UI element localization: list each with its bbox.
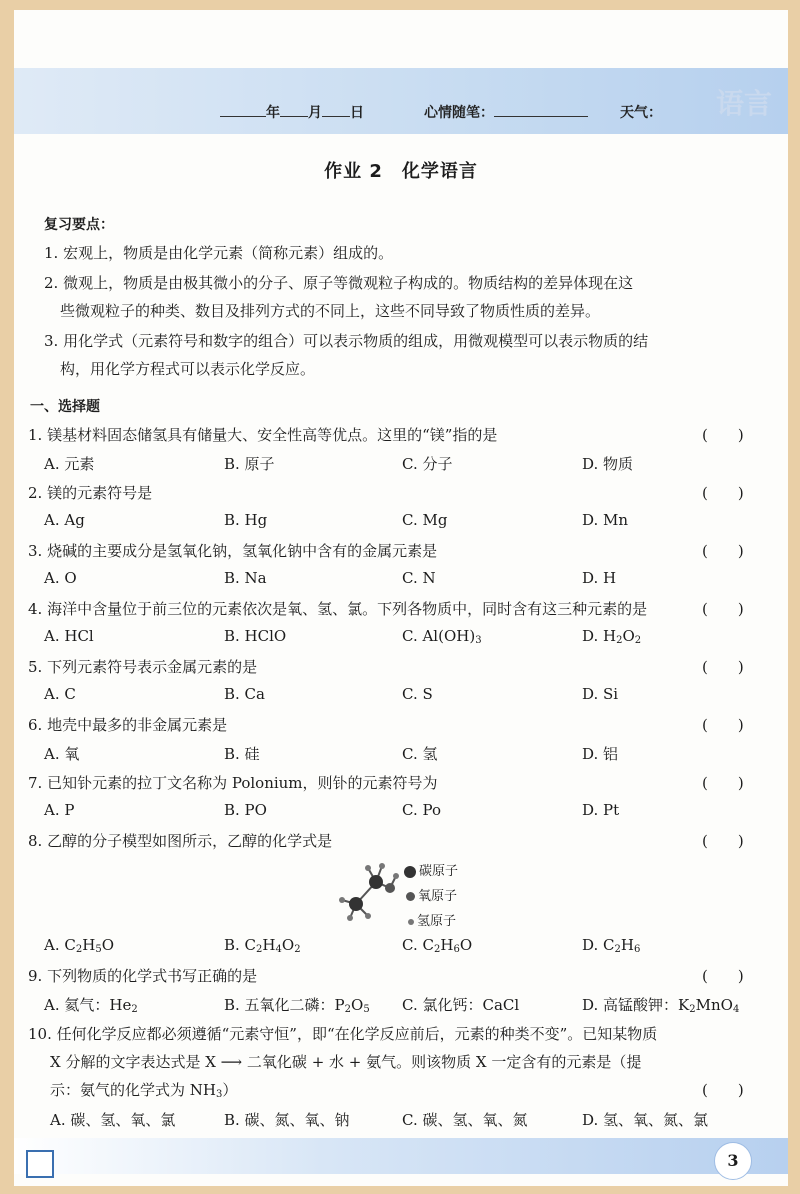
hydrogen-atom (365, 913, 371, 919)
q9-option-b[interactable]: B. 五氧化二磷：$P_2O_5$ (224, 996, 370, 1015)
q6-option-c[interactable]: C. 氢 (402, 745, 438, 763)
q2-option-d[interactable]: D. Mn (582, 511, 629, 529)
question-4: 4. 海洋中含量位于前三位的元素依次是氧、氢、氯。下列各物质中，同时含有这三种元素的是 (28, 600, 648, 618)
weather-label: 天气： (620, 105, 662, 121)
carbon-atom (349, 897, 363, 911)
q5-option-c[interactable]: C. S (402, 685, 433, 703)
oxygen-atom (385, 883, 395, 893)
q1-option-c[interactable]: C. 分子 (402, 455, 453, 473)
mood-blank[interactable] (494, 104, 588, 117)
q2-option-b[interactable]: B. Hg (224, 511, 268, 529)
q3-option-b[interactable]: B. Na (224, 569, 267, 587)
q8-option-d[interactable]: D. $C_2H_6$ (582, 936, 641, 955)
q9-option-d[interactable]: D. 高锰酸钾：$K_2MnO_4$ (582, 996, 740, 1015)
question-9: 9. 下列物质的化学式书写正确的是 (28, 967, 258, 985)
legend-hydrogen: 氢原子 (408, 910, 456, 929)
q7-option-d[interactable]: D. Pt (582, 801, 620, 819)
hydrogen-atom (365, 865, 371, 871)
q7-option-b[interactable]: B. PO (224, 801, 267, 819)
answer-slot-3[interactable]: ( ) (702, 542, 744, 560)
review-point-2: 2. 微观上，物质是由极其微小的分子、原子等微观粒子构成的。物质结构的差异体现在这 (44, 274, 634, 292)
question-10-line-2: X 分解的文字表达式是 X ⟶ 二氧化碳 + 水 + 氨气。则该物质 X 一定含有的元素是（提 (50, 1053, 642, 1071)
answer-slot-4[interactable]: ( ) (702, 600, 744, 618)
q1-option-a[interactable]: A. 元素 (44, 455, 95, 473)
q7-option-a[interactable]: A. P (44, 801, 75, 819)
review-point-3: 3. 用化学式（元素符号和数字的组合）可以表示物质的组成，用微观模型可以表示物质的结 (44, 332, 649, 350)
answer-slot-5[interactable]: ( ) (702, 658, 744, 676)
q2-option-a[interactable]: A. Ag (44, 511, 85, 529)
question-1: 1. 镁基材料固态储氢具有储量大、安全性高等优点。这里的“镁”指的是 (28, 426, 498, 444)
section-heading: 一、选择题 (30, 399, 100, 415)
q2-option-c[interactable]: C. Mg (402, 511, 448, 529)
q9-option-c[interactable]: C. 氯化钙：CaCl (402, 996, 520, 1014)
answer-slot-2[interactable]: ( ) (702, 484, 744, 502)
question-2: 2. 镁的元素符号是 (28, 484, 153, 502)
hydrogen-atom (339, 897, 345, 903)
q10-option-d[interactable]: D. 氢、氧、氮、氯 (582, 1111, 709, 1129)
q5-option-a[interactable]: A. C (44, 685, 76, 703)
question-8: 8. 乙醇的分子模型如图所示，乙醇的化学式是 (28, 832, 333, 850)
day-blank[interactable] (322, 104, 350, 117)
hydrogen-dot-icon (408, 919, 414, 925)
q4-option-d[interactable]: D. $H_2O_2$ (582, 627, 642, 646)
review-heading: 复习要点： (44, 217, 114, 233)
q5-option-d[interactable]: D. Si (582, 685, 619, 703)
q6-option-a[interactable]: A. 氧 (44, 745, 80, 763)
header-watermark: 语言 (715, 87, 772, 120)
q9-option-a[interactable]: A. 氦气：$He_2$ (44, 996, 138, 1015)
review-point-3-cont: 构，用化学方程式可以表示化学反应。 (60, 360, 316, 378)
q8-option-a[interactable]: A. $C_2H_5O$ (44, 936, 115, 955)
legend-oxygen: 氧原子 (406, 885, 457, 904)
q5-option-b[interactable]: B. Ca (224, 685, 265, 703)
review-point-1: 1. 宏观上，物质是由化学元素（简称元素）组成的。 (44, 244, 394, 262)
q4-option-a[interactable]: A. HCl (44, 627, 94, 645)
answer-slot-10[interactable]: ( ) (702, 1081, 744, 1099)
hydrogen-atom (379, 863, 385, 869)
page-title: 作业 2 化学语言 (324, 161, 478, 182)
q8-option-c[interactable]: C. $C_2H_6O$ (402, 936, 473, 955)
answer-slot-7[interactable]: ( ) (702, 774, 744, 792)
q1-option-b[interactable]: B. 原子 (224, 455, 275, 473)
hydrogen-atom (347, 915, 353, 921)
answer-slot-6[interactable]: ( ) (702, 716, 744, 734)
q6-option-d[interactable]: D. 铝 (582, 745, 619, 763)
question-3: 3. 烧碱的主要成分是氢氧化钠，氢氧化钠中含有的金属元素是 (28, 542, 438, 560)
hydrogen-atom (393, 873, 399, 879)
header-band (14, 68, 788, 134)
q3-option-d[interactable]: D. H (582, 569, 617, 587)
question-5: 5. 下列元素符号表示金属元素的是 (28, 658, 258, 676)
q4-option-c[interactable]: C. $Al(OH)_3$ (402, 627, 482, 646)
q7-option-c[interactable]: C. Po (402, 801, 441, 819)
review-point-2-cont: 些微观粒子的种类、数目及排列方式的不同上，这些不同导致了物质性质的差异。 (60, 302, 601, 320)
q10-option-b[interactable]: B. 碳、氮、氧、钠 (224, 1111, 350, 1129)
year-blank[interactable] (220, 104, 266, 117)
q8-option-b[interactable]: B. $C_2H_4O_2$ (224, 936, 301, 955)
completion-checkbox[interactable] (26, 1150, 54, 1178)
q4-option-b[interactable]: B. HClO (224, 627, 287, 645)
footer-band (14, 1138, 788, 1174)
answer-slot-8[interactable]: ( ) (702, 832, 744, 850)
q10-option-a[interactable]: A. 碳、氢、氧、氯 (50, 1111, 176, 1129)
date-line: 年 月 日 (220, 102, 364, 122)
page-number: 3 (714, 1142, 752, 1180)
answer-slot-9[interactable]: ( ) (702, 967, 744, 985)
month-blank[interactable] (280, 104, 308, 117)
answer-slot-1[interactable]: ( ) (702, 426, 744, 444)
carbon-dot-icon (404, 866, 416, 878)
question-6: 6. 地壳中最多的非金属元素是 (28, 716, 228, 734)
q3-option-c[interactable]: C. N (402, 569, 436, 587)
legend-carbon: 碳原子 (404, 860, 458, 879)
question-7: 7. 已知钋元素的拉丁文名称为 Polonium，则钋的元素符号为 (28, 774, 438, 792)
worksheet-page (14, 10, 788, 1186)
oxygen-dot-icon (406, 892, 415, 901)
mood-line: 心情随笔： (424, 102, 588, 122)
question-10: 10. 任何化学反应都必须遵循“元素守恒”，即“在化学反应前后，元素的种类不变”。已知某物质 (28, 1025, 658, 1043)
question-10-line-3: 示：氨气的化学式为 $NH_3$） (50, 1081, 238, 1100)
q6-option-b[interactable]: B. 硅 (224, 745, 260, 763)
carbon-atom (369, 875, 383, 889)
q1-option-d[interactable]: D. 物质 (582, 455, 634, 473)
q3-option-a[interactable]: A. O (44, 569, 77, 587)
ethanol-molecule-model (324, 848, 404, 928)
q10-option-c[interactable]: C. 碳、氢、氧、氮 (402, 1111, 528, 1129)
